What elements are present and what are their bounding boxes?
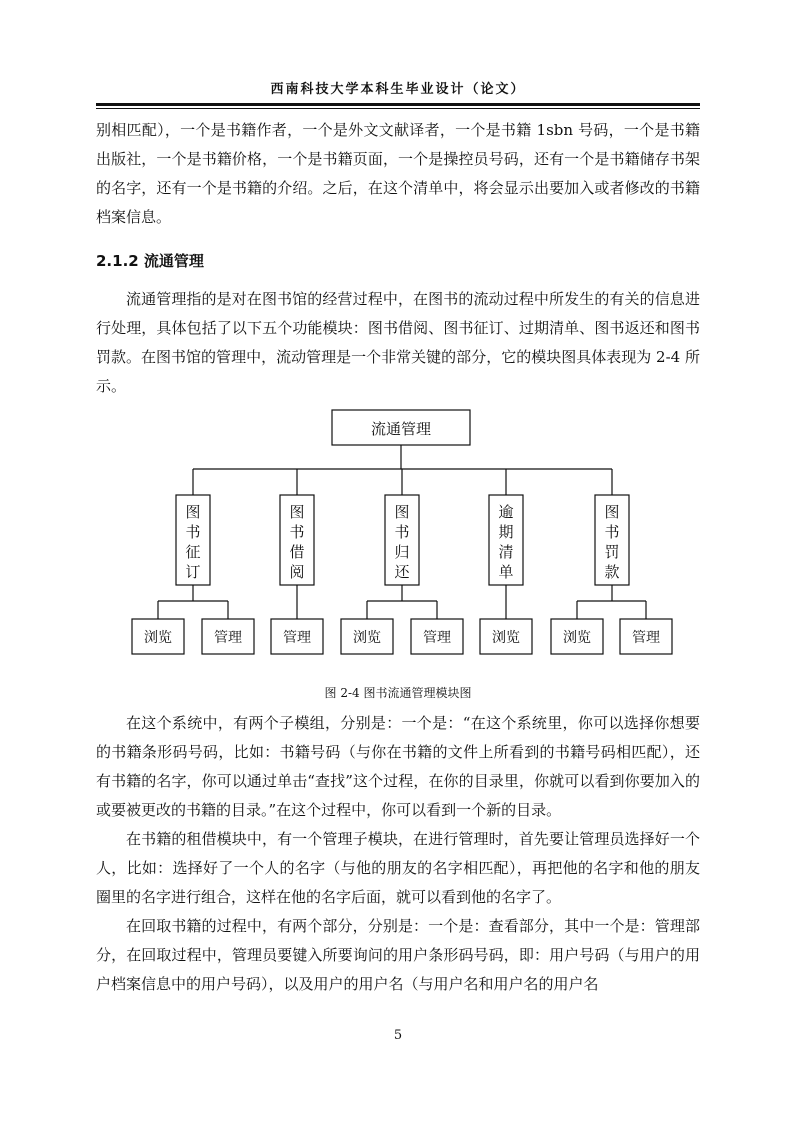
root-label: 流通管理 [370,420,432,438]
paragraph-circulation-intro: 流通管理指的是对在图书馆的经营过程中，在图书的流动过程中所发生的有关的信息进行处理，具体包括了以下五个功能模块：图书借阅、图书征订、过期清单、图书返还和图书罚款。在图书馆的管理中，流动管理是一个非常关键的部分，它的模块图具体表现为 2-4 所示。 [96,290,700,395]
header-rule-thick [96,103,700,106]
module-label-char: 罚 [604,543,620,561]
figure-caption: 图 2-4 图书流通管理模块图 [324,686,472,700]
paragraph-continued: 别相匹配），一个是书籍作者，一个是外文文献译者，一个是书籍 1sbn 号码，一个是书籍出版社，一个是书籍价格，一个是书籍页面，一个是操控员号码，还有一个是书籍储存书架的名字，还有一个是书籍的介绍。之后，在这个清单中，将会显示出要加入或者修改的书籍档案信息。 [96,121,700,226]
sub-module-label: 浏览 [353,630,381,646]
module-label-char: 清 [498,543,514,561]
module-label-char: 图 [185,503,201,521]
module-label-char: 款 [604,563,620,581]
sub-module-label: 管理 [214,630,242,646]
module-label-char: 图 [289,503,305,521]
sub-module-label: 浏览 [563,630,591,646]
sub-module-label: 管理 [423,630,451,646]
paragraph-subsystem: 在这个系统中，有两个子模组，分别是：一个是：“在这个系统里，你可以选择你想要的书籍条形码号码，比如：书籍号码（与你在书籍的文件上所看到的书籍号码相匹配），还有书籍的名字，你可以通过单击“查找”这个过程，在你的目录里，你就可以看到你要加入的或要被更改的书籍的目录。”在这个过程中，你可以看到一个新的目录。 [96,714,700,819]
sub-module-label: 管理 [632,630,660,646]
page-header: 西南科技大学本科生毕业设计（论文） [270,82,526,97]
header-rule-thin [96,108,700,109]
module-label-char: 期 [498,523,514,541]
module-label-char: 书 [185,523,201,541]
module-label-char: 借 [289,543,305,561]
module-label-char: 逾 [498,503,514,521]
module-label-char: 图 [604,503,620,521]
module-label-char: 阅 [289,563,305,581]
module-label-char: 归 [394,543,410,561]
module-label-char: 图 [394,503,410,521]
sub-module-label: 管理 [283,630,311,646]
paragraph-borrow: 在书籍的租借模块中，有一个管理子模块，在进行管理时，首先要让管理员选择好一个人，比如：选择好了一个人的名字（与他的朋友的名字相匹配），再把他的名字和他的朋友圈里的名字进行组合，这样在他的名字后面，就可以看到他的名字了。 [96,830,700,906]
module-label-char: 还 [394,563,410,581]
module-label-char: 书 [394,523,410,541]
sub-module-label: 浏览 [492,630,520,646]
sub-module-label: 浏览 [144,630,172,646]
module-diagram [0,405,793,665]
section-heading: 2.1.2 流通管理 [96,252,204,270]
module-label-char: 征 [185,543,201,561]
module-label-char: 订 [185,563,201,581]
module-label-char: 单 [498,563,514,581]
module-label-char: 书 [289,523,305,541]
paragraph-return: 在回取书籍的过程中，有两个部分，分别是：一个是：查看部分，其中一个是：管理部分，在回取过程中，管理员要键入所要询问的用户条形码号码，即：用户号码（与用户的用户档案信息中的用户号码），以及用户的用户名（与用户名和用户名的用户名 [96,917,700,993]
page-number: 5 [393,1028,403,1043]
diagram-boxes [132,410,672,654]
module-label-char: 书 [604,523,620,541]
